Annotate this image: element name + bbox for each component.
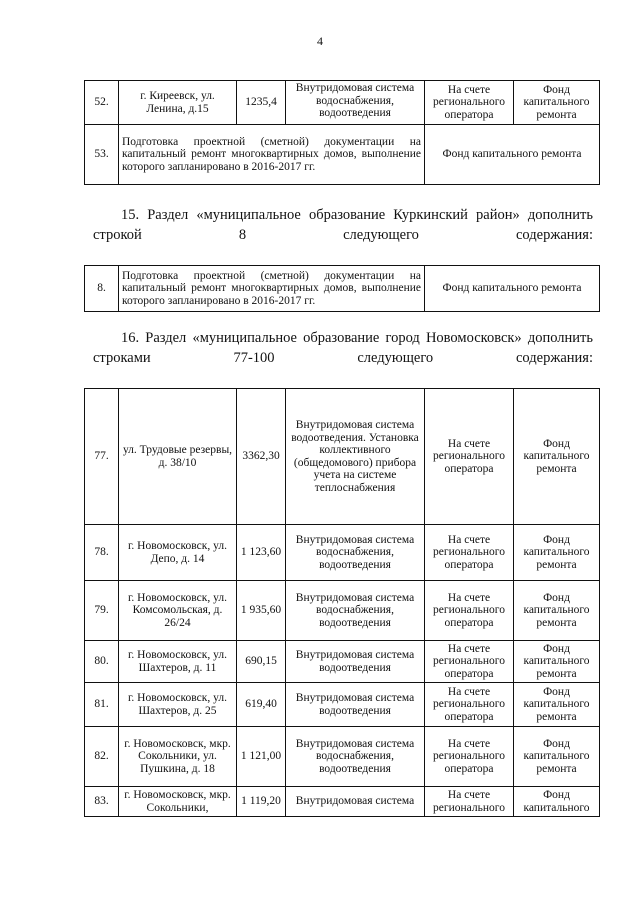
table-row (85, 683, 600, 727)
row-address: г. Киреевск, ул. Ленина, д.15 (119, 81, 237, 125)
paragraph-16: 16. Раздел «муниципальное образование город Новомосковск» дополнить строками 77-100 следующего содержания: (93, 330, 593, 366)
row-account: На счете регионального оператора (425, 81, 514, 125)
table-row (85, 641, 600, 683)
row-fund: Фонд капитального ремонта (514, 641, 600, 683)
row-fund: Фонд капитального ремонта (514, 581, 600, 641)
row-number: 81. (85, 683, 119, 727)
row-account: На счете регионального оператора (425, 683, 514, 727)
paragraph-15: 15. Раздел «муниципальное образование Куркинский район» дополнить строкой 8 следующего содержания: (93, 207, 593, 243)
row-value: 1 123,60 (237, 525, 286, 581)
row-fund: Фонд капитального ремонта (425, 266, 600, 312)
row-text: Подготовка проектной (сметной) документации на капитальный ремонт многоквартирных домов, выполнение которого запланировано в 2016-2017 гг. (119, 125, 425, 185)
row-fund: Фонд капитального ремонта (514, 81, 600, 125)
table-row (85, 125, 600, 185)
row-number: 80. (85, 641, 119, 683)
row-account: На счете регионального оператора (425, 727, 514, 787)
row-number: 53. (85, 125, 119, 185)
row-work: Внутридомовая система водоотведения (286, 683, 425, 727)
table-row (85, 389, 600, 525)
table-row (85, 266, 600, 312)
row-value: 3362,30 (237, 389, 286, 525)
table-row (85, 581, 600, 641)
row-number: 52. (85, 81, 119, 125)
row-value: 619,40 (237, 683, 286, 727)
row-fund: Фонд капитального ремонта (514, 727, 600, 787)
row-fund: Фонд капитального ремонта (514, 389, 600, 525)
row-account: На счете регионального оператора (425, 525, 514, 581)
row-number: 82. (85, 727, 119, 787)
row-address: г. Новомосковск, ул. Депо, д. 14 (119, 525, 237, 581)
table-row (85, 81, 600, 125)
row-address: г. Новомосковск, ул. Шахтеров, д. 25 (119, 683, 237, 727)
row-work: Внутридомовая система водоотведения (286, 641, 425, 683)
row-number: 8. (85, 266, 119, 312)
row-work: Внутридомовая система (286, 787, 425, 817)
row-number: 78. (85, 525, 119, 581)
table-row (85, 525, 600, 581)
row-account: На счете регионального оператора (425, 581, 514, 641)
row-number: 79. (85, 581, 119, 641)
row-address: г. Новомосковск, мкр. Сокольники, (119, 787, 237, 817)
row-address: г. Новомосковск, ул. Шахтеров, д. 11 (119, 641, 237, 683)
row-number: 77. (85, 389, 119, 525)
row-fund: Фонд капитального ремонта (514, 525, 600, 581)
row-fund: Фонд капитального (514, 787, 600, 817)
row-address: г. Новомосковск, ул. Комсомольская, д. 26/24 (119, 581, 237, 641)
row-account: На счете регионального оператора (425, 641, 514, 683)
table-section-14-continuation (84, 80, 600, 185)
row-work: Внутридомовая система водоснабжения, водоотведения (286, 525, 425, 581)
row-value: 1 935,60 (237, 581, 286, 641)
row-work: Внутридомовая система водоснабжения, водоотведения (286, 81, 425, 125)
table-section-16 (84, 388, 600, 817)
row-account: На счете регионального оператора (425, 389, 514, 525)
row-value: 1 121,00 (237, 727, 286, 787)
row-account: На счете регионального (425, 787, 514, 817)
row-number: 83. (85, 787, 119, 817)
row-address: ул. Трудовые резервы, д. 38/10 (119, 389, 237, 525)
row-work: Внутридомовая система водоснабжения, водоотведения (286, 581, 425, 641)
row-work: Внутридомовая система водоотведения. Установка коллективного (общедомового) прибора учета на системе теплоснабжения (286, 389, 425, 525)
table-section-15 (84, 265, 600, 312)
row-work: Внутридомовая система водоснабжения, водоотведения (286, 727, 425, 787)
row-value: 1235,4 (237, 81, 286, 125)
row-fund: Фонд капитального ремонта (425, 125, 600, 185)
row-address: г. Новомосковск, мкр. Сокольники, ул. Пушкина, д. 18 (119, 727, 237, 787)
table-row (85, 727, 600, 787)
row-text: Подготовка проектной (сметной) документации на капитальный ремонт многоквартирных домов, выполнение которого запланировано в 2016-2017 гг. (119, 266, 425, 312)
row-value: 690,15 (237, 641, 286, 683)
row-fund: Фонд капитального ремонта (514, 683, 600, 727)
table-row (85, 787, 600, 817)
row-value: 1 119,20 (237, 787, 286, 817)
page-number: 4 (317, 34, 323, 48)
